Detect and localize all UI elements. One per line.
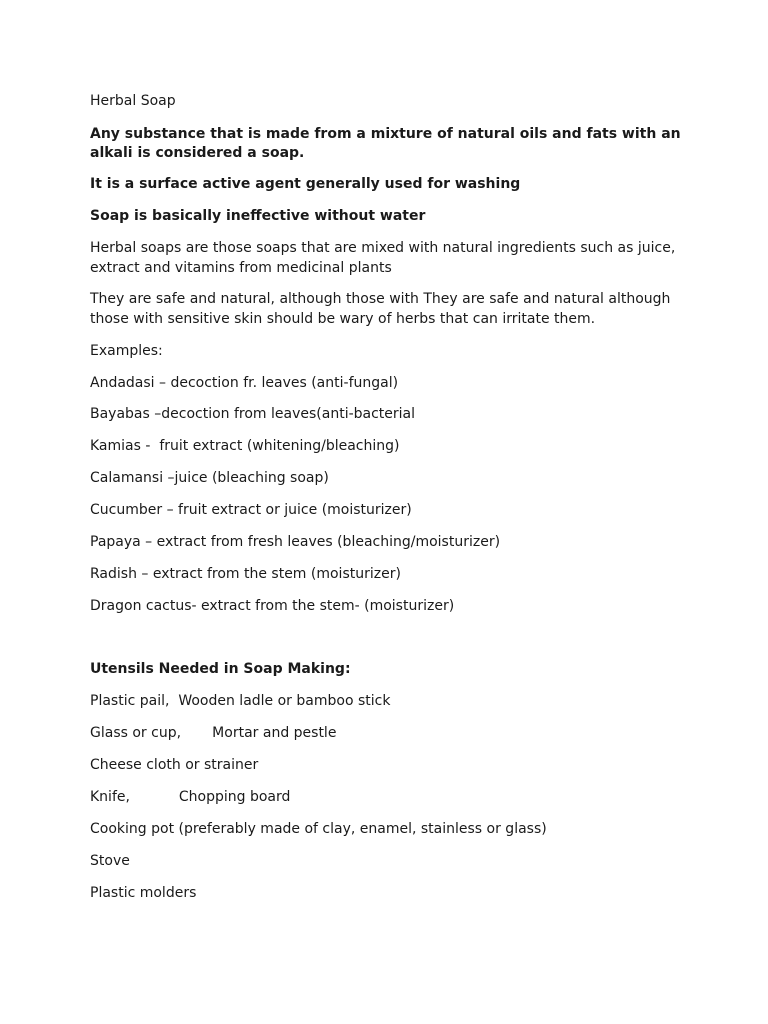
safety-line-2: those with sensitive skin should be wary of herbs that can irritate them. (90, 311, 596, 327)
example-item: Bayabas –decoction from leaves(anti-bacterial (90, 406, 416, 422)
utensil-item: Plastic pail, Wooden ladle or bamboo stick (90, 693, 391, 709)
herbal-description-line-1: Herbal soaps are those soaps that are mixed with natural ingredients such as juice, (90, 240, 676, 256)
utensil-item: Knife, Chopping board (90, 789, 291, 805)
example-item: Cucumber – fruit extract or juice (moisturizer) (90, 502, 412, 518)
example-item: Dragon cactus- extract from the stem- (moisturizer) (90, 598, 455, 614)
document-title: Herbal Soap (90, 93, 176, 109)
utensil-item: Stove (90, 853, 130, 869)
example-item: Papaya – extract from fresh leaves (bleaching/moisturizer) (90, 534, 501, 550)
examples-heading: Examples: (90, 343, 163, 359)
safety-line-1: They are safe and natural, although those with They are safe and natural although (90, 291, 671, 307)
herbal-description-line-2: extract and vitamins from medicinal plants (90, 260, 392, 276)
needs-water-line: Soap is basically ineffective without water (90, 208, 426, 224)
definition-line-1: Any substance that is made from a mixture of natural oils and fats with an (90, 126, 681, 142)
utensil-item: Cheese cloth or strainer (90, 757, 259, 773)
utensils-heading: Utensils Needed in Soap Making: (90, 661, 351, 677)
utensil-item: Plastic molders (90, 885, 197, 901)
utensil-item: Cooking pot (preferably made of clay, enamel, stainless or glass) (90, 821, 547, 837)
example-item: Andadasi – decoction fr. leaves (anti-fungal) (90, 375, 399, 391)
definition-line-2: alkali is considered a soap. (90, 145, 305, 161)
example-item: Radish – extract from the stem (moisturizer) (90, 566, 401, 582)
example-item: Kamias - fruit extract (whitening/bleaching) (90, 438, 400, 454)
utensil-item: Glass or cup, Mortar and pestle (90, 725, 337, 741)
example-item: Calamansi –juice (bleaching soap) (90, 470, 329, 486)
surface-agent-line: It is a surface active agent generally used for washing (90, 176, 521, 192)
